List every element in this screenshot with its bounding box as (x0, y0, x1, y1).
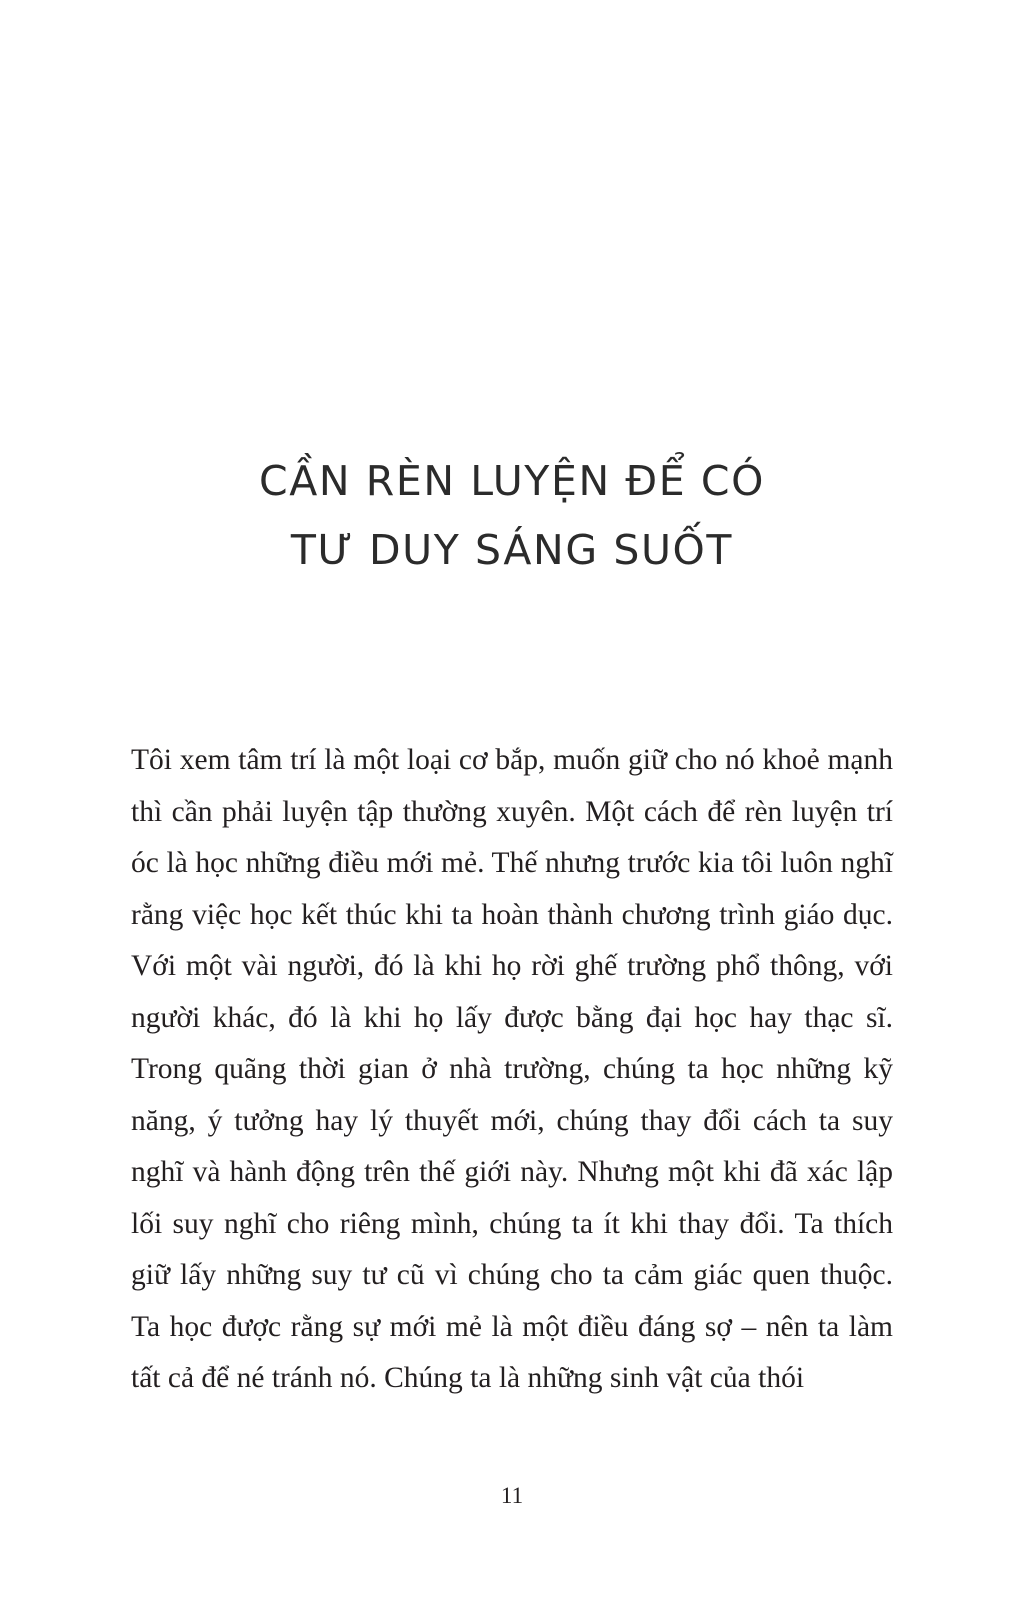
paragraph: Tôi xem tâm trí là một loại cơ bắp, muốn giữ cho nó khoẻ mạnh thì cần phải luyện tập thường xuyên. Một cách để rèn luyện trí óc là học những điều mới mẻ. Thế nhưng trước kia tôi luôn nghĩ rằng việc học kết thúc khi ta hoàn thành chương trình giáo dục. Với một vài người, đó là khi họ rời ghế trường phổ thông, với người khác, đó là khi họ lấy được bằng đại học hay thạc sĩ. Trong quãng thời gian ở nhà trường, chúng ta học những kỹ năng, ý tưởng hay lý thuyết mới, chúng thay đổi cách ta suy nghĩ và hành động trên thế giới này. Nhưng một khi đã xác lập lối suy nghĩ cho riêng mình, chúng ta ít khi thay đổi. Ta thích giữ lấy những suy tư cũ vì chúng cho ta cảm giác quen thuộc. Ta học được rằng sự mới mẻ là một điều đáng sợ – nên ta làm tất cả để né tránh nó. Chúng ta là những sinh vật của thói (131, 744, 893, 1394)
chapter-title-line-2: TƯ DUY SÁNG SUỐT (290, 526, 734, 574)
chapter-title (0, 447, 1024, 585)
page-number: 11 (500, 1483, 524, 1508)
body-text (131, 735, 893, 1405)
chapter-title-line-1: CẦN RÈN LUYỆN ĐỂ CÓ (259, 457, 765, 505)
